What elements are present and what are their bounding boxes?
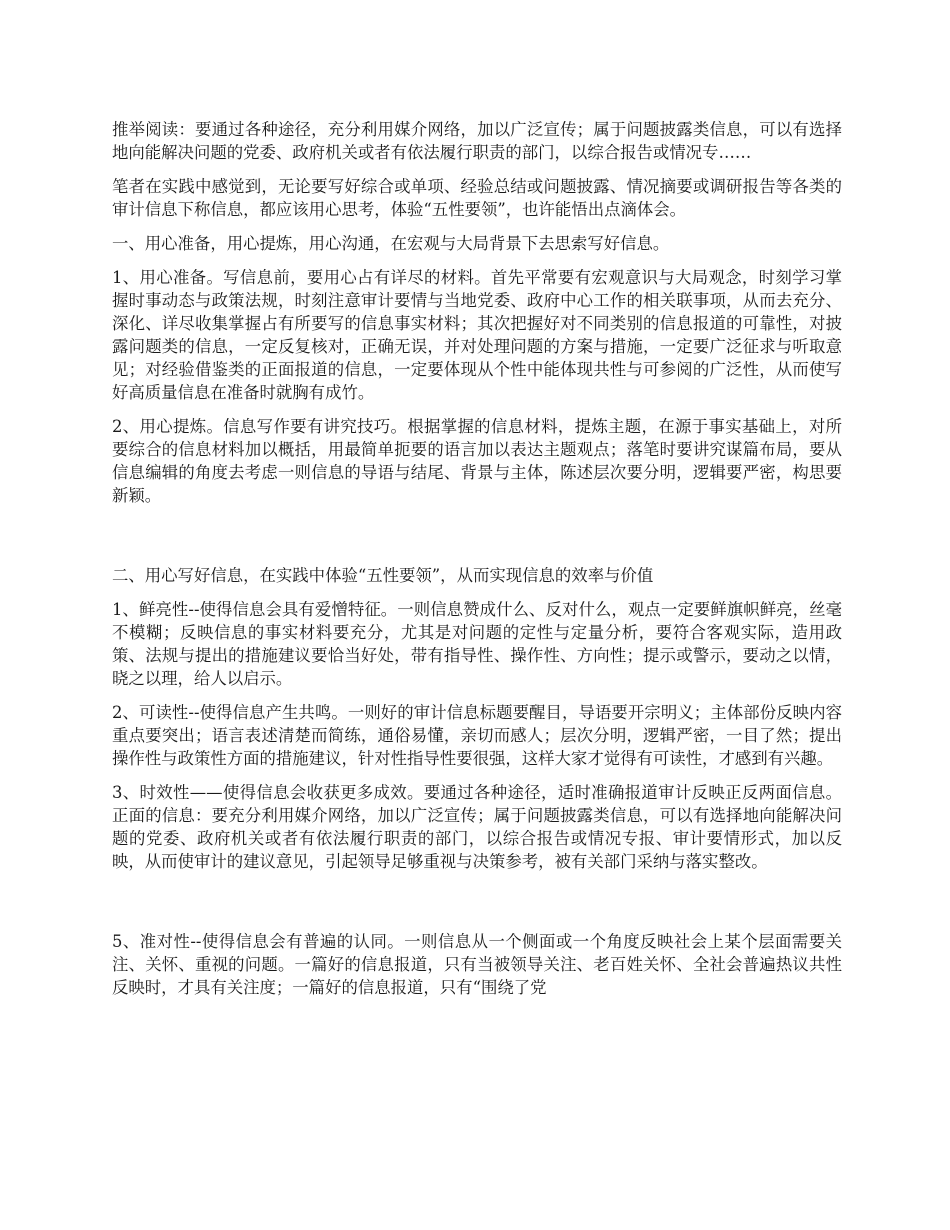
section2-paragraph-2: 2、可读性--使得信息产生共鸣。一则好的审计信息标题要醒目，导语要开宗明义；主体部份反映内容重点要突出；语言表述清楚而简练，通俗易懂，亲切而感人；层次分明，逻辑严密，一目了然；提出操作性与政策性方面的措施建议，针对性指导性要很强，这样大家才觉得有可读性，才感到有兴趣。 — [112, 703, 842, 768]
section1-paragraph-2: 2、用心提炼。信息写作要有讲究技巧。根据掌握的信息材料，提炼主题，在源于事实基础上，对所要综合的信息材料加以概括，用最简单扼要的语言加以表达主题观点；落笔时要讲究谋篇布局，要从信息编辑的角度去考虑一则信息的导语与结尾、背景与主体，陈述层次要分明，逻辑要严密，构思要新颖。 — [112, 417, 842, 505]
paragraph-spacer — [112, 884, 842, 930]
opening-paragraph: 笔者在实践中感觉到，无论要写好综合或单项、经验总结或问题披露、情况摘要或调研报告等各类的审计信息下称信息，都应该用心思考，体验“五性要领”，也许能悟出点滴体会。 — [112, 177, 842, 219]
section2-paragraph-3: 3、时效性——使得信息会收获更多成效。要通过各种途径，适时准确报道审计反映正反两面信息。正面的信息：要充分利用媒介网络，加以广泛宣传；属于问题披露类信息，可以有选择地向能解决问题的党委、政府机关或者有依法履行职责的部门，以综合报告或情况专报、审计要情形式，加以反映，从而使审计的建议意见，引起领导足够重视与决策参考，被有关部门采纳与落实整改。 — [112, 783, 842, 871]
section2-paragraph-5: 5、准对性--使得信息会有普遍的认同。一则信息从一个侧面或一个角度反映社会上某个层面需要关注、关怀、重视的问题。一篇好的信息报道，只有当被领导关注、老百姓关怀、全社会普遍热议共性反映时，才具有关注度；一篇好的信息报道，只有“围绕了党 — [112, 932, 842, 997]
intro-paragraph: 推举阅读：要通过各种途径，充分利用媒介网络，加以广泛宣传；属于问题披露类信息，可以有选择地向能解决问题的党委、政府机关或者有依法履行职责的部门，以综合报告或情况专…… — [112, 120, 842, 162]
section2-title: 二、用心写好信息，在实践中体验“五性要领”，从而实现信息的效率与价值 — [112, 566, 654, 585]
section1-paragraph-1: 1、用心准备。写信息前，要用心占有详尽的材料。首先平常要有宏观意识与大局观念，时刻学习掌握时事动态与政策法规，时刻注意审计要情与当地党委、政府中心工作的相关联事项，从而去充分、深化、详尽收集掌握占有所要写的信息事实材料；其次把握好对不同类别的信息报道的可靠性，对披露问题类的信息，一定反复核对，正确无误，并对处理问题的方案与措施，一定要广泛征求与听取意见；对经验借鉴类的正面报道的信息，一定要体现从个性中能体现共性与可参阅的广泛性，从而使写好高质量信息在准备时就胸有成竹。 — [112, 268, 842, 402]
section-spacer — [112, 518, 842, 564]
section1-title: 一、用心准备，用心提炼，用心沟通，在宏观与大局背景下去思索写好信息。 — [112, 234, 670, 253]
section2-paragraph-1: 1、鲜亮性--使得信息会具有爱憎特征。一则信息赞成什么、反对什么，观点一定要鲜旗帜鲜亮，丝毫不模糊；反映信息的事实材料要充分，尤其是对问题的定性与定量分析，要符合客观实际，造用政策、法规与提出的措施建议要恰当好处，带有指导性、操作性、方向性；提示或警示，要动之以情，晓之以理，给人以启示。 — [112, 600, 842, 688]
document-page — [112, 118, 842, 1010]
